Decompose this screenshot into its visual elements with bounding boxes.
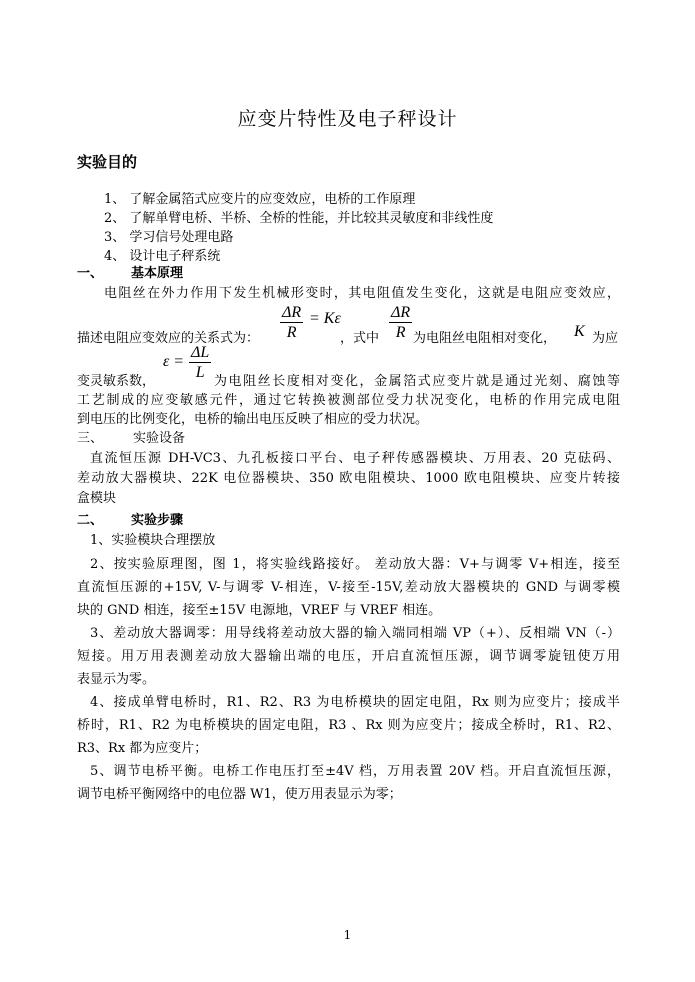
equipment-line-1: 直流恒压源 DH-VC3、九孔板接口平台、电子秤传感器模块、万用表、20 克砝码、 xyxy=(90,451,620,466)
step-line-11: 5、调节电桥平衡。电桥工作电压打至±4V 档，万用表置 20V 档。开启直流恒压源， xyxy=(90,764,620,779)
formula-k: K xyxy=(574,323,585,340)
formula-delta-l-over-l xyxy=(189,343,211,382)
formula-numerator-3: ΔL xyxy=(191,344,210,361)
equipment-heading-num: 三、 xyxy=(77,431,104,446)
objective-item-1: 1、 了解金属箔式应变片的应变效应，电桥的工作原理 xyxy=(104,192,416,207)
step-line-8: 4、接成单臂电桥时，R1、R2、R3 为电桥模块的固定电阻，Rx 则为应变片；接成半 xyxy=(90,695,620,710)
step-line-7: 表显示为零。 xyxy=(77,672,156,687)
equipment-heading-text: 实验设备 xyxy=(133,431,186,446)
step-line-12: 调节电桥平衡网络中的电位器 W1，使万用表显示为零； xyxy=(77,787,402,802)
formula-relative-resistance xyxy=(389,303,412,342)
formula-denominator: R xyxy=(286,324,297,341)
page-number: 1 xyxy=(343,928,352,942)
step-line-2: 2、按实验原理图，图 1，将实验线路接好。 差动放大器：V+与调零 V+相连，接至 xyxy=(90,557,620,572)
principle-heading-num: 一、 xyxy=(77,266,104,281)
objective-item-4: 4、 设计电子秤系统 xyxy=(104,249,221,264)
step-line-9: 桥时，R1、R2 为电桥模块的固定电阻，R3 、Rx 则为应变片；接成全桥时，R1、R2、 xyxy=(77,718,620,733)
principle-line-3a: 变灵敏系数， xyxy=(77,374,156,389)
principle-line-4: 工艺制成的应变敏感元件，通过它转换被测部位受力状况变化，电桥的作用完成电阻 xyxy=(77,393,620,408)
principle-line-2b: ，式中 xyxy=(340,331,380,346)
principle-line-5: 到电压的比例变化，电桥的输出电压反映了相应的受力状况。 xyxy=(77,412,429,427)
formula-numerator-2: ΔR xyxy=(391,304,411,321)
step-line-3: 直流恒压源的+15V, V-与调零 V-相连，V-接至-15V,差动放大器模块的 GND 与调零模 xyxy=(77,580,620,595)
steps-heading xyxy=(77,509,183,528)
step-line-6: 短接。用万用表测差动放大器输出端的电压，开启直流恒压源，调节调零旋钮使万用 xyxy=(77,649,620,664)
step-line-10: R3、Rx 都为应变片； xyxy=(77,741,208,756)
equipment-line-3: 盒模块 xyxy=(77,491,117,506)
page-title: 应变片特性及电子秤设计 xyxy=(237,108,458,130)
step-line-1: 1、实验模块合理摆放 xyxy=(90,533,216,548)
principle-line-3b: 为电阻丝长度相对变化，金属箔式应变片就是通过光刻、腐蚀等 xyxy=(214,374,620,389)
principle-line-2d: 为应 xyxy=(592,331,619,346)
objective-item-2: 2、 了解单臂电桥、半桥、全桥的性能，并比较其灵敏度和非线性度 xyxy=(104,211,494,226)
principle-heading xyxy=(77,262,183,281)
formula-delta-r-over-r xyxy=(280,303,303,342)
objective-item-3: 3、 学习信号处理电路 xyxy=(104,230,234,245)
principle-line-2c: 为电阻丝电阻相对变化， xyxy=(413,331,557,346)
formula-denominator-3: L xyxy=(195,364,205,381)
step-line-5: 3、差动放大器调零：用导线将差动放大器的输入端同相端 VP（+）、反相端 VN（-） xyxy=(90,626,620,641)
formula-numerator: ΔR xyxy=(282,304,302,321)
equipment-line-2: 差动放大器模块、22K 电位器模块、350 欧电阻模块、1000 欧电阻模块、应变片转接 xyxy=(77,471,620,486)
steps-heading-text: 实验步骤 xyxy=(131,513,184,528)
formula-epsilon: ε = xyxy=(163,353,185,370)
step-line-4: 块的 GND 相连，接至±15V 电源地，VREF 与 VREF 相连。 xyxy=(77,603,442,618)
formula-rhs: = Kε xyxy=(309,310,341,327)
formula-denominator-2: R xyxy=(395,324,406,341)
steps-heading-num: 二、 xyxy=(77,513,104,528)
objective-heading: 实验目的 xyxy=(77,153,138,171)
principle-line-1: 电阻丝在外力作用下发生机械形变时，其电阻值发生变化，这就是电阻应变效应， xyxy=(104,286,620,301)
principle-heading-text: 基本原理 xyxy=(131,266,184,281)
equipment-heading xyxy=(77,427,185,446)
principle-line-2a: 描述电阻应变效应的关系式为： xyxy=(77,331,260,346)
